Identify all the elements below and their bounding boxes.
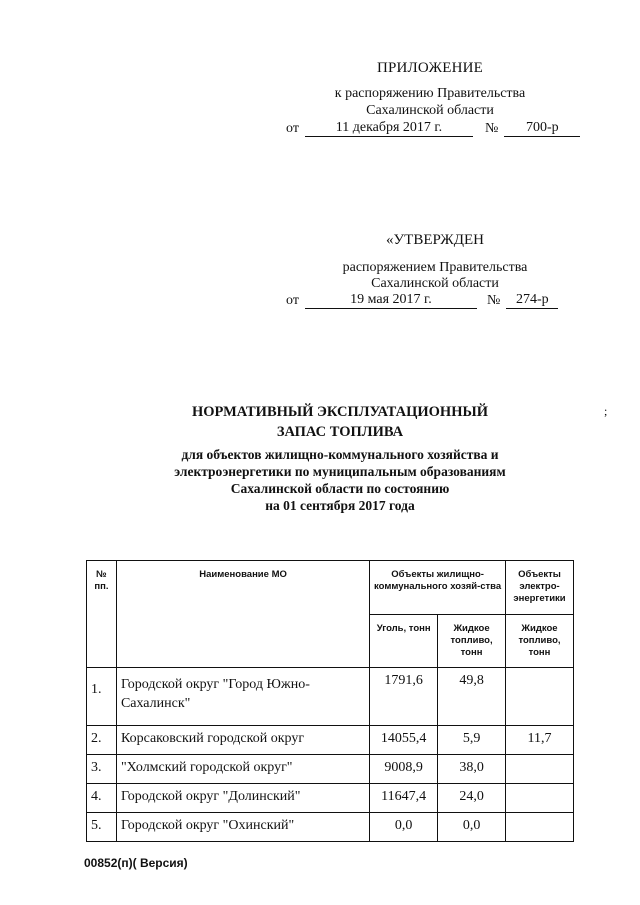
row-coal: 14055,4 bbox=[370, 726, 438, 755]
table-row bbox=[87, 668, 574, 726]
appendix-line-2: Сахалинской области bbox=[366, 103, 494, 118]
document-subtitle bbox=[110, 446, 570, 514]
row-energy bbox=[506, 668, 574, 726]
title-line-2: ЗАПАС ТОПЛИВА bbox=[276, 424, 404, 440]
table-row bbox=[87, 726, 574, 755]
appendix-dateline bbox=[286, 120, 580, 137]
row-index: 2. bbox=[87, 726, 117, 755]
subtitle-line-3: Сахалинской области по состоянию bbox=[230, 481, 450, 496]
fuel-reserve-table bbox=[86, 560, 574, 842]
header-coal: Уголь, тонн bbox=[370, 614, 438, 668]
row-index: 3. bbox=[87, 755, 117, 784]
header-num: № пп. bbox=[87, 561, 117, 668]
row-name: Городской округ "Охинский" bbox=[116, 813, 369, 842]
date-label: от bbox=[286, 121, 299, 136]
header-name: Наименование МО bbox=[116, 561, 369, 668]
subtitle-line-1: для объектов жилищно-коммунального хозяйства и bbox=[181, 447, 499, 462]
row-energy bbox=[506, 813, 574, 842]
document-title bbox=[120, 402, 560, 442]
row-liquid: 0,0 bbox=[438, 813, 506, 842]
approved-line-1: распоряжением Правительства bbox=[342, 260, 528, 275]
row-liquid: 5,9 bbox=[438, 726, 506, 755]
header-housing: Объекты жилищно-коммунального хозяй-ства bbox=[370, 561, 506, 615]
header-liquid-housing: Жидкое топливо, тонн bbox=[438, 614, 506, 668]
row-coal: 11647,4 bbox=[370, 784, 438, 813]
row-liquid: 38,0 bbox=[438, 755, 506, 784]
row-energy bbox=[506, 755, 574, 784]
row-name: Корсаковский городской округ bbox=[116, 726, 369, 755]
row-name: Городской округ "Город Южно-Сахалинск" bbox=[116, 668, 369, 726]
appendix-line-1: к распоряжению Правительства bbox=[334, 86, 526, 101]
row-coal: 0,0 bbox=[370, 813, 438, 842]
approved-dateline bbox=[286, 292, 558, 309]
document-footer: 00852(п)( Версия) bbox=[84, 856, 188, 870]
appendix-number: 700-р bbox=[504, 120, 580, 137]
row-liquid: 24,0 bbox=[438, 784, 506, 813]
header-liquid-energy: Жидкое топливо, тонн bbox=[506, 614, 574, 668]
row-index: 1. bbox=[87, 668, 117, 726]
table-row bbox=[87, 755, 574, 784]
subtitle-line-4: на 01 сентября 2017 года bbox=[265, 498, 415, 513]
approved-title: «УТВЕРЖДЕН bbox=[386, 232, 484, 248]
row-energy bbox=[506, 784, 574, 813]
approved-line-2: Сахалинской области bbox=[371, 276, 499, 291]
row-energy: 11,7 bbox=[506, 726, 574, 755]
header-energy: Объекты электро-энергетики bbox=[506, 561, 574, 615]
row-liquid: 49,8 bbox=[438, 668, 506, 726]
title-line-1: НОРМАТИВНЫЙ ЭКСПЛУАТАЦИОННЫЙ bbox=[191, 404, 488, 420]
appendix-date: 11 декабря 2017 г. bbox=[305, 120, 473, 137]
appendix-title: ПРИЛОЖЕНИЕ bbox=[376, 60, 484, 76]
date-label: от bbox=[286, 293, 299, 308]
approved-number: 274-р bbox=[506, 292, 558, 309]
subtitle-line-2: электроэнергетики по муниципальным образованиям bbox=[174, 464, 506, 479]
table-row bbox=[87, 813, 574, 842]
row-index: 5. bbox=[87, 813, 117, 842]
row-index: 4. bbox=[87, 784, 117, 813]
row-coal: 9008,9 bbox=[370, 755, 438, 784]
row-name: "Холмский городской округ" bbox=[116, 755, 369, 784]
row-coal: 1791,6 bbox=[370, 668, 438, 726]
row-name: Городской округ "Долинский" bbox=[116, 784, 369, 813]
number-label: № bbox=[486, 293, 501, 308]
stray-mark: ; bbox=[604, 404, 608, 418]
table-row bbox=[87, 784, 574, 813]
approved-date: 19 мая 2017 г. bbox=[305, 292, 477, 309]
number-label: № bbox=[484, 121, 499, 136]
